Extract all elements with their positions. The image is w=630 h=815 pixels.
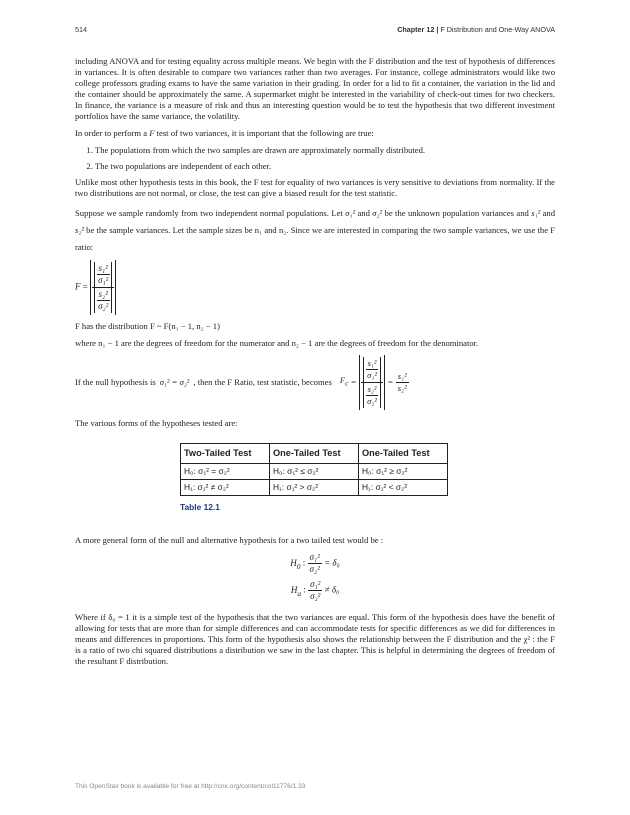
denominator-fraction [96, 289, 110, 312]
fc-formula [340, 355, 409, 410]
null-text-b: , then the F Ratio, test statistic, becomes [193, 377, 332, 387]
numerator-fraction [96, 263, 110, 286]
conditions-intro-text: In order to perform a [75, 128, 150, 138]
table-header-row [181, 444, 448, 464]
page-body [75, 56, 555, 673]
sigma1-squared: σ₁² [309, 552, 320, 562]
s-ratio-fraction [396, 371, 409, 394]
sigma2-squared: σ₂² [310, 591, 321, 601]
sigma1-squared: σ₁² [98, 275, 109, 285]
fc-symbol [340, 375, 348, 390]
table-cell: H₁: σ₁² > σ₂² [270, 480, 359, 496]
hypotheses-intro: The various forms of the hypotheses tested are: [75, 418, 238, 428]
fc-denominator-fraction [365, 384, 379, 407]
fc-fraction [361, 357, 383, 408]
table-header-cell: One-Tailed Test [270, 444, 359, 464]
h0-subscript: 0 [296, 561, 301, 571]
fc-numerator [361, 357, 383, 383]
h0-fraction [308, 552, 322, 575]
sampling-text-e: be the sample variances. Let the sample sizes be n₁ and n₂. Since we are interested in comparing the two sample variances, we use the F ratio: [75, 225, 556, 252]
s2-squared: s₂² [367, 384, 377, 394]
running-header [397, 25, 555, 34]
table-caption: Table 12.1 [180, 502, 220, 512]
equals-sign: = [82, 281, 88, 292]
intro-paragraph: including ANOVA and for testing equality across multiple means. We begin with the F distribution and the test of hypothesis of differences in variances. It is often desirable to compare two variances rather than two averages. For instance, college administrators would like two college professors grading exams to have the same variation in their grading. In order for a lid to fit a container, the variation in the lid and the container should be approximately the same. A supermarket might be interested in the variability of check-out times for two checkers. In finance, the variance is a measure of risk and thus an interesting question would be to test the hypothesis that two different investment portfolios have the same variance, the volatility. [75, 56, 555, 121]
numerator-bracket [94, 262, 112, 287]
sampling-text-c: be the unknown population variances and [384, 208, 529, 218]
numerator [92, 262, 114, 288]
colon: : [302, 557, 306, 568]
null-text-a: If the null hypothesis is [75, 377, 156, 387]
h0-letter: H [290, 557, 297, 568]
sigma2-squared: σ₂² [98, 301, 109, 311]
sampling-text-d: and [542, 208, 555, 218]
f-ratio-fraction [92, 262, 114, 313]
table-cell: H₀: σ₁² ≥ σ₂² [359, 464, 448, 480]
conditions-intro-f: F [149, 128, 155, 138]
page-number: 514 [75, 25, 87, 34]
general-form-paragraph: A more general form of the null and alternative hypothesis for a two tailed test would be : [75, 535, 384, 545]
sampling-paragraph [75, 205, 555, 256]
conditions-intro [75, 128, 555, 139]
table-row [181, 480, 448, 496]
fc-denominator [361, 383, 383, 408]
sigma1-squared: σ₁² [345, 208, 356, 218]
sigma1-squared: σ₁² [310, 579, 321, 589]
closing-paragraph: Where if δ₀ = 1 it is a simple test of the hypothesis that the two variances are equal. This form of the hypothesis does have the benefit of allowing for tests that are more than for simple differences and can accommodate tests for specific differences as we did for differences in means and differences in proportions. This form of the hypothesis also shows the relationship between the F distribution and the χ² : the F is a ratio of two chi squared distributions a distribution we saw in the last chapter. This is helpful in determining the degrees of freedom of the resultant F distribution. [75, 612, 555, 666]
ha-subscript: a [297, 588, 302, 598]
not-equals-delta: ≠ δ₀ [324, 584, 340, 595]
sigma2-squared: σ₂² [309, 564, 320, 574]
h0-equation [75, 552, 555, 575]
sigma1-squared: σ₁² [367, 370, 377, 380]
chapter-separator: | [436, 25, 439, 34]
denominator-bracket [94, 288, 112, 313]
s2-squared: s₂² [75, 225, 84, 235]
distribution-statement: F has the distribution F ~ F(n₁ − 1, n₂ − 1) [75, 321, 220, 331]
table-wrapper [180, 443, 460, 513]
table-header-cell: One-Tailed Test [359, 444, 448, 464]
footer-note: This OpenStax book is available for free at http://cnx.org/content/col11776/1.33 [75, 783, 306, 790]
equals-delta: = δ₀ [324, 557, 340, 568]
fc-letter: F [339, 375, 346, 386]
fc-numerator-bracket [363, 357, 381, 382]
conditions-intro-text-2: test of two variances, it is important that the following are true: [154, 128, 374, 138]
fc-numerator-fraction [365, 358, 379, 381]
s1-squared: s₁² [367, 358, 377, 368]
fc-bracket [359, 355, 385, 410]
h0-symbol [290, 557, 301, 571]
list-item: 1. The populations from which the two samples are drawn are approximately normally distributed. [95, 145, 555, 156]
s2-squared: s₂² [98, 289, 108, 299]
s1-squared: s₁² [397, 371, 407, 381]
table-cell: H₀: σ₁² = σ₂² [181, 464, 270, 480]
normality-paragraph: Unlike most other hypothesis tests in this book, the F test for equality of two variances is very sensitive to deviations from normality. If the two distributions are not normal, or close, the test can give a biased result for the test statistic. [75, 177, 555, 198]
f-ratio-bracket [90, 260, 116, 315]
ha-symbol [290, 584, 302, 598]
s1-squared: s₁² [531, 208, 541, 218]
table-cell: H₀: σ₁² ≤ σ₂² [270, 464, 359, 480]
sigma2-squared: σ₂² [372, 208, 383, 218]
f-symbol: F [75, 281, 81, 292]
fc-denominator-bracket [363, 383, 381, 408]
sampling-text-a: Suppose we sample randomly from two independent normal populations. Let [75, 208, 343, 218]
conditions-list [75, 145, 555, 172]
ha-equation [75, 579, 555, 602]
degrees-of-freedom-paragraph: where n₁ − 1 are the degrees of freedom for the numerator and n₂ − 1 are the degrees of freedom for the denominator. [75, 338, 479, 348]
table-cell: H₁: σ₁² < σ₂² [359, 480, 448, 496]
null-hypothesis-line [75, 355, 555, 410]
fc-subscript: c [345, 379, 349, 388]
table-row [181, 464, 448, 480]
colon: : [303, 584, 306, 595]
denominator [92, 288, 114, 313]
chapter-label: Chapter 12 [397, 25, 435, 34]
sampling-text-b: and [357, 208, 370, 218]
s2-squared: s₂² [397, 383, 407, 393]
null-equation: σ₁² = σ₂² [159, 377, 190, 387]
equals-sign: = [387, 377, 393, 387]
f-ratio-formula [75, 260, 555, 315]
list-item: 2. The two populations are independent of each other. [95, 161, 555, 172]
chapter-title: F Distribution and One-Way ANOVA [440, 25, 555, 34]
equals-sign: = [351, 377, 357, 387]
ha-fraction [308, 579, 322, 602]
table-cell: H₁: σ₁² ≠ σ₂² [181, 480, 270, 496]
s1-squared: s₁² [98, 263, 108, 273]
sigma2-squared: σ₂² [367, 396, 377, 406]
hypotheses-table [180, 443, 448, 496]
table-header-cell: Two-Tailed Test [181, 444, 270, 464]
ha-letter: H [290, 584, 298, 595]
